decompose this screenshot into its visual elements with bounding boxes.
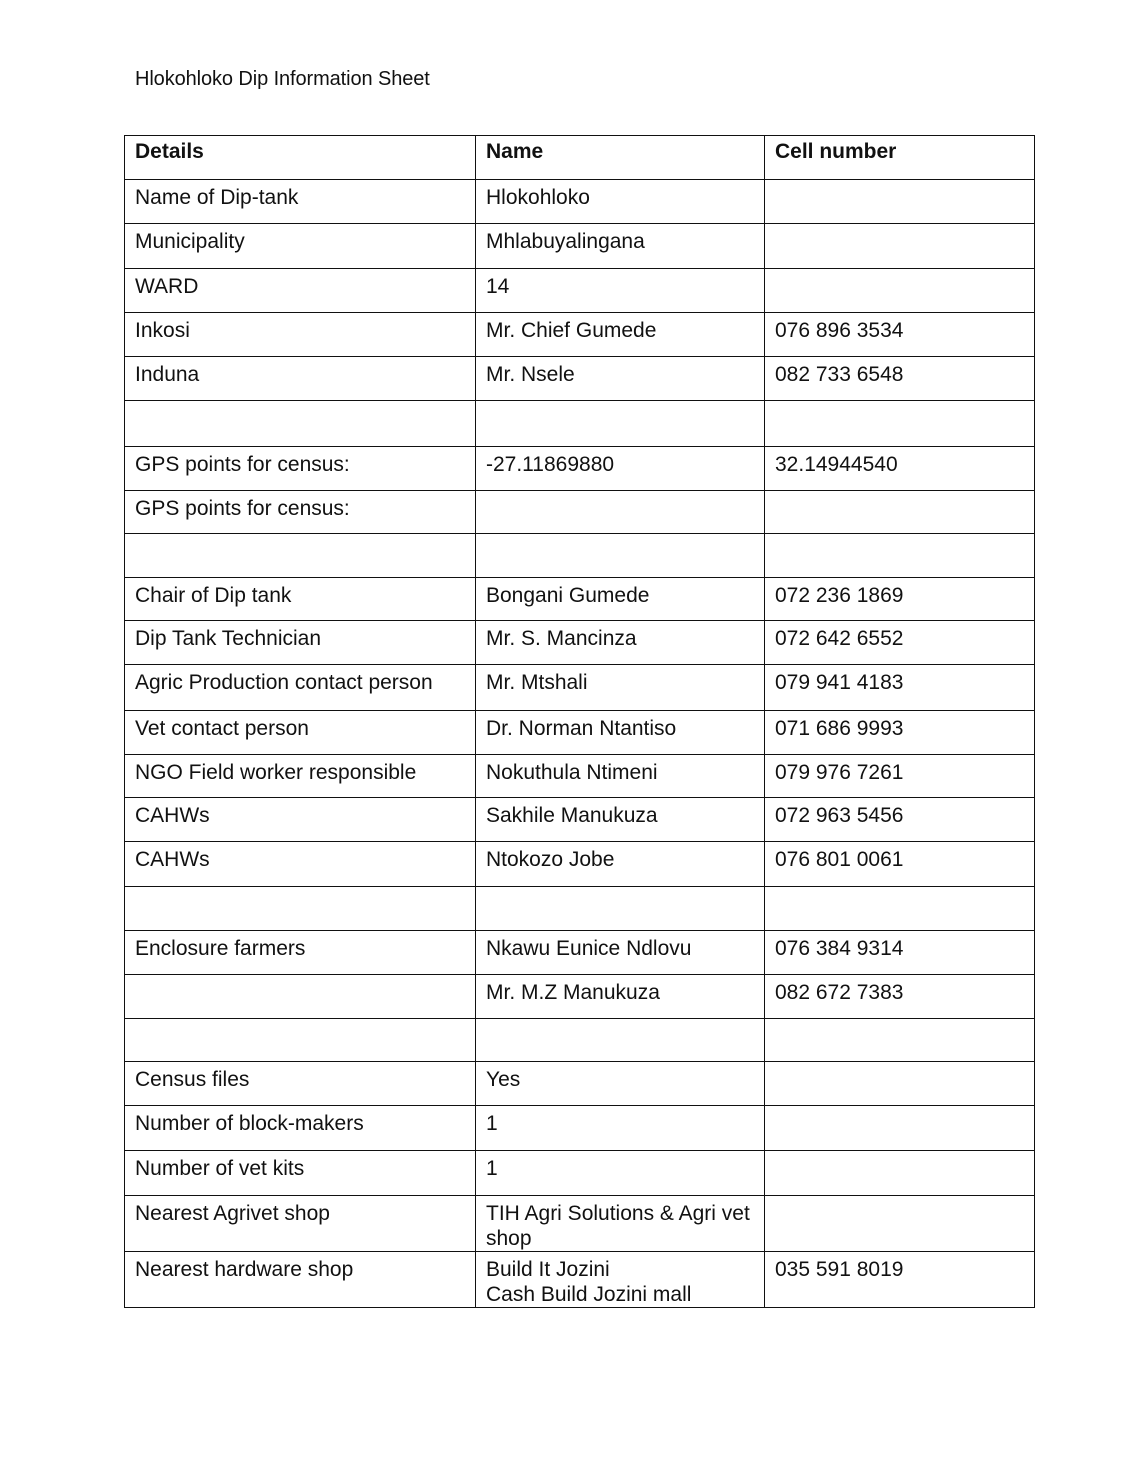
header-cell-number: Cell number <box>765 136 1035 180</box>
gps-latitude-cell: -27.11869880 <box>476 447 765 491</box>
details-cell: Chair of Dip tank <box>125 578 476 621</box>
details-cell: Number of vet kits <box>125 1151 476 1196</box>
cell-number-cell: 076 384 9314 <box>765 931 1035 975</box>
table-row <box>125 1196 1035 1252</box>
table-row <box>125 269 1035 313</box>
name-cell: Mr. Nsele <box>476 357 765 401</box>
gps-longitude-cell: 32.14944540 <box>765 447 1035 491</box>
name-cell: Mr. M.Z Manukuza <box>476 975 765 1019</box>
cell-number-cell: 071 686 9993 <box>765 711 1035 755</box>
document-title: Hlokohloko Dip Information Sheet <box>135 68 430 90</box>
details-cell <box>125 887 476 931</box>
table-row <box>125 578 1035 621</box>
table-row <box>125 224 1035 269</box>
details-cell <box>125 401 476 447</box>
cell-number-cell: 072 642 6552 <box>765 621 1035 665</box>
name-cell <box>476 401 765 447</box>
details-cell: WARD <box>125 269 476 313</box>
table-row <box>125 447 1035 491</box>
name-cell: Nokuthula Ntimeni <box>476 755 765 798</box>
table-header-row <box>125 136 1035 180</box>
details-cell: GPS points for census: <box>125 491 476 534</box>
table-row <box>125 1106 1035 1151</box>
name-cell <box>476 534 765 578</box>
cell-number-cell <box>765 269 1035 313</box>
details-cell: GPS points for census: <box>125 447 476 491</box>
table-row <box>125 665 1035 711</box>
table-row-blank <box>125 534 1035 578</box>
details-cell: CAHWs <box>125 798 476 842</box>
details-cell <box>125 1019 476 1062</box>
details-cell: CAHWs <box>125 842 476 887</box>
details-cell: Nearest hardware shop <box>125 1252 476 1308</box>
dip-information-table <box>124 135 1035 1308</box>
cell-number-cell: 082 733 6548 <box>765 357 1035 401</box>
cell-number-cell <box>765 1019 1035 1062</box>
header-name: Name <box>476 136 765 180</box>
details-cell: Census files <box>125 1062 476 1106</box>
cell-number-cell: 079 941 4183 <box>765 665 1035 711</box>
name-cell: 14 <box>476 269 765 313</box>
name-cell: Nkawu Eunice Ndlovu <box>476 931 765 975</box>
table-row <box>125 357 1035 401</box>
name-cell: Yes <box>476 1062 765 1106</box>
table-row-blank <box>125 401 1035 447</box>
header-details: Details <box>125 136 476 180</box>
cell-number-cell <box>765 534 1035 578</box>
table-row <box>125 755 1035 798</box>
table-row <box>125 491 1035 534</box>
name-cell: Mr. Mtshali <box>476 665 765 711</box>
name-cell <box>476 491 765 534</box>
table-row-blank <box>125 887 1035 931</box>
cell-number-cell <box>765 1196 1035 1252</box>
table-row <box>125 975 1035 1019</box>
details-cell: Nearest Agrivet shop <box>125 1196 476 1252</box>
cell-number-cell: 035 591 8019 <box>765 1252 1035 1308</box>
details-cell: Dip Tank Technician <box>125 621 476 665</box>
details-cell: Inkosi <box>125 313 476 357</box>
name-cell: TIH Agri Solutions & Agri vet shop <box>476 1196 765 1252</box>
details-cell: Municipality <box>125 224 476 269</box>
cell-number-cell: 076 801 0061 <box>765 842 1035 887</box>
name-cell: Sakhile Manukuza <box>476 798 765 842</box>
table-row <box>125 931 1035 975</box>
hardware-shop-line-2: Cash Build Jozini mall <box>486 1283 692 1306</box>
table-row <box>125 621 1035 665</box>
name-cell: Ntokozo Jobe <box>476 842 765 887</box>
details-cell: NGO Field worker responsible <box>125 755 476 798</box>
name-cell: Bongani Gumede <box>476 578 765 621</box>
details-cell <box>125 534 476 578</box>
name-cell: Mhlabuyalingana <box>476 224 765 269</box>
table-row <box>125 180 1035 224</box>
cell-number-cell: 082 672 7383 <box>765 975 1035 1019</box>
name-cell: Dr. Norman Ntantiso <box>476 711 765 755</box>
cell-number-cell <box>765 887 1035 931</box>
cell-number-cell: 079 976 7261 <box>765 755 1035 798</box>
details-cell: Name of Dip-tank <box>125 180 476 224</box>
name-cell: 1 <box>476 1151 765 1196</box>
details-cell: Agric Production contact person <box>125 665 476 711</box>
table-row <box>125 1252 1035 1308</box>
cell-number-cell <box>765 180 1035 224</box>
name-cell: Hlokohloko <box>476 180 765 224</box>
cell-number-cell <box>765 1106 1035 1151</box>
cell-number-cell: 076 896 3534 <box>765 313 1035 357</box>
name-cell <box>476 887 765 931</box>
cell-number-cell: 072 963 5456 <box>765 798 1035 842</box>
cell-number-cell: 072 236 1869 <box>765 578 1035 621</box>
details-cell: Induna <box>125 357 476 401</box>
name-cell <box>476 1252 765 1308</box>
hardware-shop-line-1: Build It Jozini <box>486 1258 610 1281</box>
cell-number-cell <box>765 224 1035 269</box>
table-row <box>125 313 1035 357</box>
cell-number-cell <box>765 401 1035 447</box>
table-row <box>125 711 1035 755</box>
details-cell: Enclosure farmers <box>125 931 476 975</box>
details-cell: Vet contact person <box>125 711 476 755</box>
cell-number-cell <box>765 1062 1035 1106</box>
table-row <box>125 1062 1035 1106</box>
table-row <box>125 842 1035 887</box>
details-cell <box>125 975 476 1019</box>
cell-number-cell <box>765 491 1035 534</box>
name-cell: 1 <box>476 1106 765 1151</box>
cell-number-cell <box>765 1151 1035 1196</box>
name-cell: Mr. Chief Gumede <box>476 313 765 357</box>
table-row <box>125 798 1035 842</box>
details-cell: Number of block-makers <box>125 1106 476 1151</box>
name-cell: Mr. S. Mancinza <box>476 621 765 665</box>
table-row <box>125 1151 1035 1196</box>
table-row-blank <box>125 1019 1035 1062</box>
name-cell <box>476 1019 765 1062</box>
